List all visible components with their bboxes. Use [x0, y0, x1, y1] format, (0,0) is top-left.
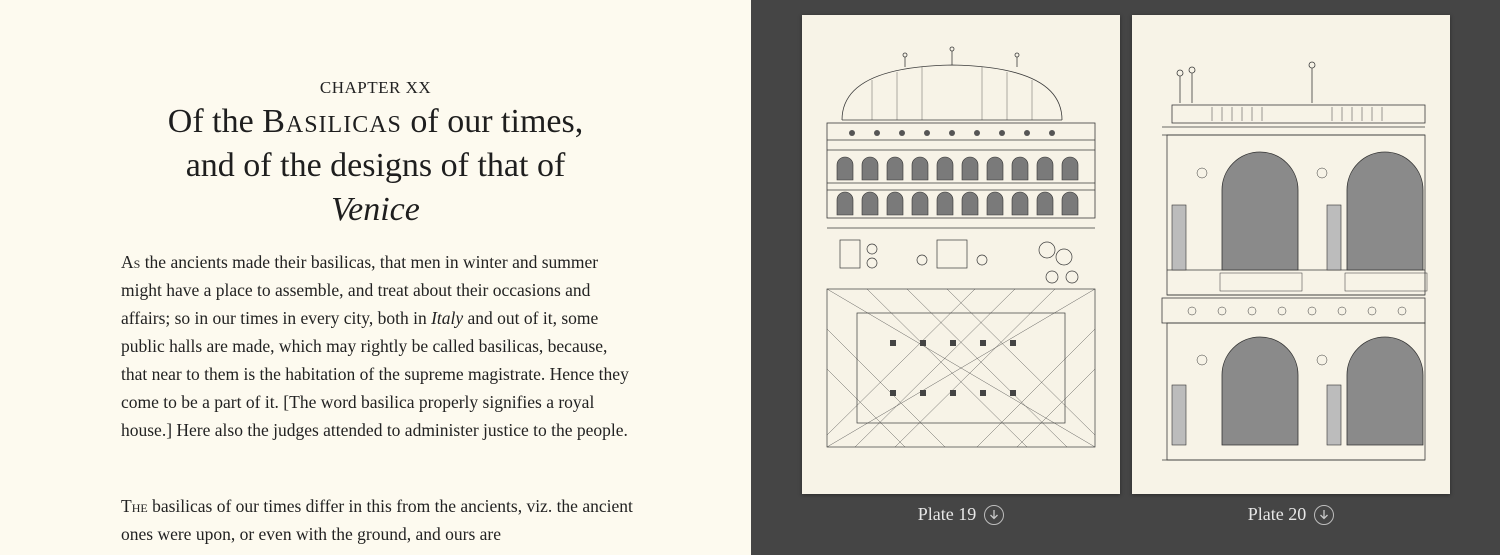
plate-20-caption: [1132, 504, 1450, 525]
title-line-2: and of the designs of that of: [185, 147, 566, 184]
plate-19-drawing: [802, 15, 1120, 494]
download-icon[interactable]: [1314, 505, 1334, 525]
paragraph-lead: The: [121, 496, 148, 516]
plate-19-caption: [802, 504, 1120, 525]
plate-20-drawing: [1132, 15, 1450, 494]
paragraph-text: the ancients made their basilicas, that men in winter and summer might have a place to assemble, and treat about their occasions and affairs; so in our times in every city, both in: [121, 252, 599, 328]
plate-caption-text: Plate 20: [1247, 504, 1307, 524]
plate-caption-text: Plate 19: [917, 504, 977, 524]
paragraph-lead: As: [121, 252, 141, 272]
download-icon[interactable]: [984, 505, 1004, 525]
title-part: Of the: [167, 103, 263, 140]
title-part: of our times,: [401, 103, 584, 140]
paragraph-italic: Italy: [431, 308, 464, 328]
title-line-3: Venice: [331, 191, 420, 228]
paragraph-2: [121, 492, 636, 548]
plate-19-image[interactable]: [802, 15, 1120, 494]
title-smallcaps: Basilicas: [262, 103, 402, 140]
chapter-label: CHAPTER XX: [319, 78, 432, 97]
plates-pane: [751, 0, 1500, 555]
paragraph-text: basilicas of our times differ in this from the ancients, viz. the ancient ones were upon, or even with the ground, and ours are: [121, 496, 633, 544]
paragraph-1: [121, 248, 636, 444]
plate-20-image[interactable]: [1132, 15, 1450, 494]
chapter-title: [80, 100, 671, 232]
paragraph-text: and out of it, some public halls are made, which may rightly be called basilicas, because, that near to them is the habitation of the supreme magistrate. Hence they come to be a part of it. [The word basilica properly signifies a royal house.] Here also the judges attended to administer justice to the people.: [121, 308, 629, 440]
